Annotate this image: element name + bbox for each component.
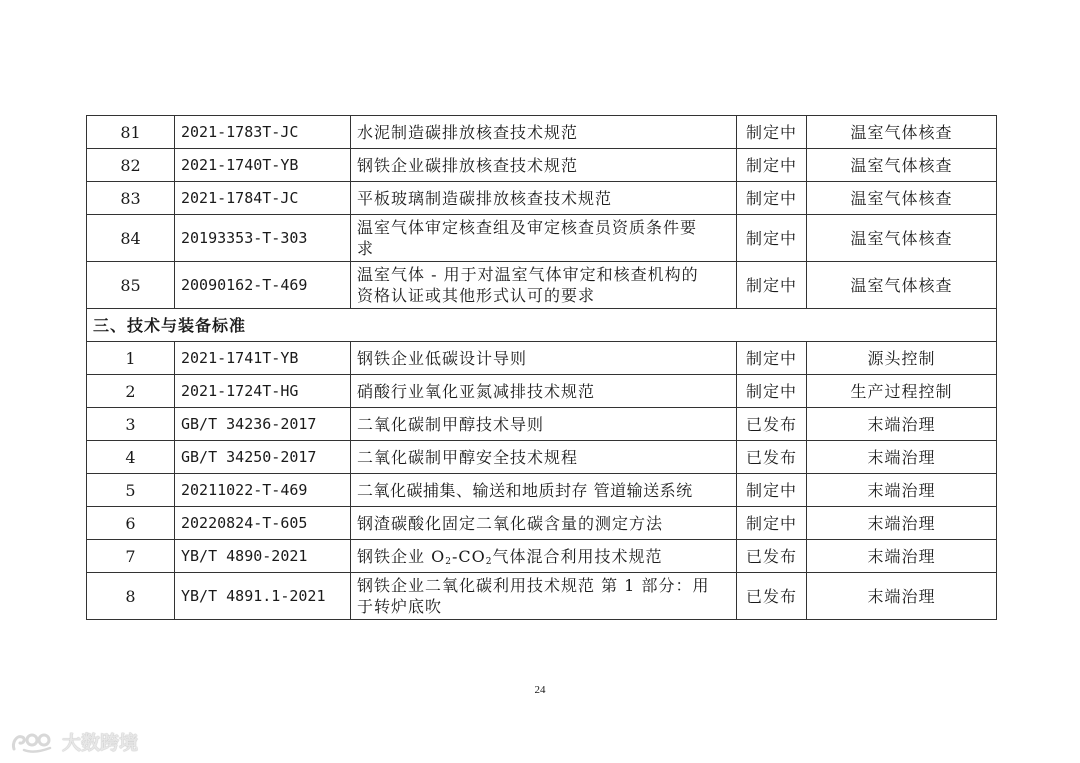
table-row	[87, 375, 997, 408]
table-row	[87, 262, 997, 309]
table-row	[87, 573, 997, 620]
name-part-b: -CO	[451, 546, 486, 566]
standard-status: 制定中	[737, 182, 807, 215]
standard-name-line2: 求	[357, 239, 375, 258]
standard-status: 已发布	[737, 441, 807, 474]
standard-name-line2: 资格认证或其他形式认可的要求	[357, 286, 596, 305]
standard-name-line2: 于转炉底吹	[357, 597, 443, 616]
standard-name: 平板玻璃制造碳排放核查技术规范	[351, 182, 737, 215]
subscript-2: 2	[445, 556, 452, 567]
standard-code: 2021-1740T-YB	[175, 149, 351, 182]
row-number: 85	[87, 262, 175, 309]
table-row	[87, 182, 997, 215]
standard-category: 末端治理	[807, 507, 997, 540]
standard-name	[351, 573, 737, 620]
standard-category: 温室气体核查	[807, 116, 997, 149]
standard-category: 源头控制	[807, 342, 997, 375]
standard-code: 20211022-T-469	[175, 474, 351, 507]
row-number: 81	[87, 116, 175, 149]
standard-name: 水泥制造碳排放核查技术规范	[351, 116, 737, 149]
standard-code: 2021-1783T-JC	[175, 116, 351, 149]
row-number: 84	[87, 215, 175, 262]
row-number: 2	[87, 375, 175, 408]
row-number: 82	[87, 149, 175, 182]
standard-name: 钢铁企业低碳设计导则	[351, 342, 737, 375]
watermark-text: 大数跨境	[62, 732, 139, 754]
row-number: 1	[87, 342, 175, 375]
standard-category: 末端治理	[807, 540, 997, 573]
standard-name: 钢铁企业碳排放核查技术规范	[351, 149, 737, 182]
table-row	[87, 342, 997, 375]
row-number: 6	[87, 507, 175, 540]
standard-code: 20090162-T-469	[175, 262, 351, 309]
name-part-c: 气体混合利用技术规范	[492, 546, 663, 566]
table-row	[87, 116, 997, 149]
row-number: 4	[87, 441, 175, 474]
standard-status: 制定中	[737, 116, 807, 149]
standard-status: 制定中	[737, 215, 807, 262]
standard-status: 制定中	[737, 474, 807, 507]
table-row	[87, 215, 997, 262]
row-number: 7	[87, 540, 175, 573]
standard-status: 已发布	[737, 573, 807, 620]
standard-code: 20220824-T-605	[175, 507, 351, 540]
watermark-logo-icon	[10, 729, 58, 755]
table-row	[87, 149, 997, 182]
row-number: 5	[87, 474, 175, 507]
standard-category: 温室气体核查	[807, 262, 997, 309]
standard-name-line1: 钢铁企业二氧化碳利用技术规范 第 1 部分：用	[357, 576, 710, 595]
standard-code: 20193353-T-303	[175, 215, 351, 262]
standard-status: 制定中	[737, 342, 807, 375]
standard-name: 二氧化碳捕集、输送和地质封存 管道输送系统	[351, 474, 737, 507]
standard-category: 末端治理	[807, 474, 997, 507]
standard-name: 硝酸行业氧化亚氮减排技术规范	[351, 375, 737, 408]
standard-category: 温室气体核查	[807, 149, 997, 182]
standard-code: YB/T 4890-2021	[175, 540, 351, 573]
row-number: 8	[87, 573, 175, 620]
row-number: 3	[87, 408, 175, 441]
subscript-2: 2	[485, 556, 493, 567]
standard-code: 2021-1741T-YB	[175, 342, 351, 375]
standard-code: GB/T 34236-2017	[175, 408, 351, 441]
table-row	[87, 540, 997, 573]
standard-status: 已发布	[737, 540, 807, 573]
standard-status: 制定中	[737, 149, 807, 182]
standard-code: GB/T 34250-2017	[175, 441, 351, 474]
table-row	[87, 408, 997, 441]
standard-status: 制定中	[737, 507, 807, 540]
standard-status: 制定中	[737, 375, 807, 408]
standard-category: 温室气体核查	[807, 215, 997, 262]
table-row	[87, 507, 997, 540]
standard-name	[351, 215, 737, 262]
standard-code: 2021-1784T-JC	[175, 182, 351, 215]
standard-category: 末端治理	[807, 408, 997, 441]
table-row	[87, 441, 997, 474]
standard-name	[351, 540, 737, 573]
standard-category: 末端治理	[807, 573, 997, 620]
standard-name: 钢渣碳酸化固定二氧化碳含量的测定方法	[351, 507, 737, 540]
standard-name: 二氧化碳制甲醇技术导则	[351, 408, 737, 441]
standard-category: 生产过程控制	[807, 375, 997, 408]
standard-category: 温室气体核查	[807, 182, 997, 215]
standards-table	[86, 115, 997, 620]
standard-status: 制定中	[737, 262, 807, 309]
watermark	[10, 728, 138, 755]
table-row	[87, 474, 997, 507]
section-title: 三、技术与装备标准	[87, 309, 997, 342]
standard-name-line1: 温室气体审定核查组及审定核查员资质条件要	[357, 218, 698, 237]
row-number: 83	[87, 182, 175, 215]
section-row	[87, 309, 997, 342]
standard-code: 2021-1724T-HG	[175, 375, 351, 408]
standard-name	[351, 262, 737, 309]
standard-name-line1: 温室气体 - 用于对温室气体审定和核查机构的	[357, 265, 699, 284]
standard-category: 末端治理	[807, 441, 997, 474]
name-part-a: 钢铁企业 O	[357, 546, 446, 566]
page-number: 24	[534, 684, 546, 696]
standard-name: 二氧化碳制甲醇安全技术规程	[351, 441, 737, 474]
standard-code: YB/T 4891.1-2021	[175, 573, 351, 620]
standard-status: 已发布	[737, 408, 807, 441]
